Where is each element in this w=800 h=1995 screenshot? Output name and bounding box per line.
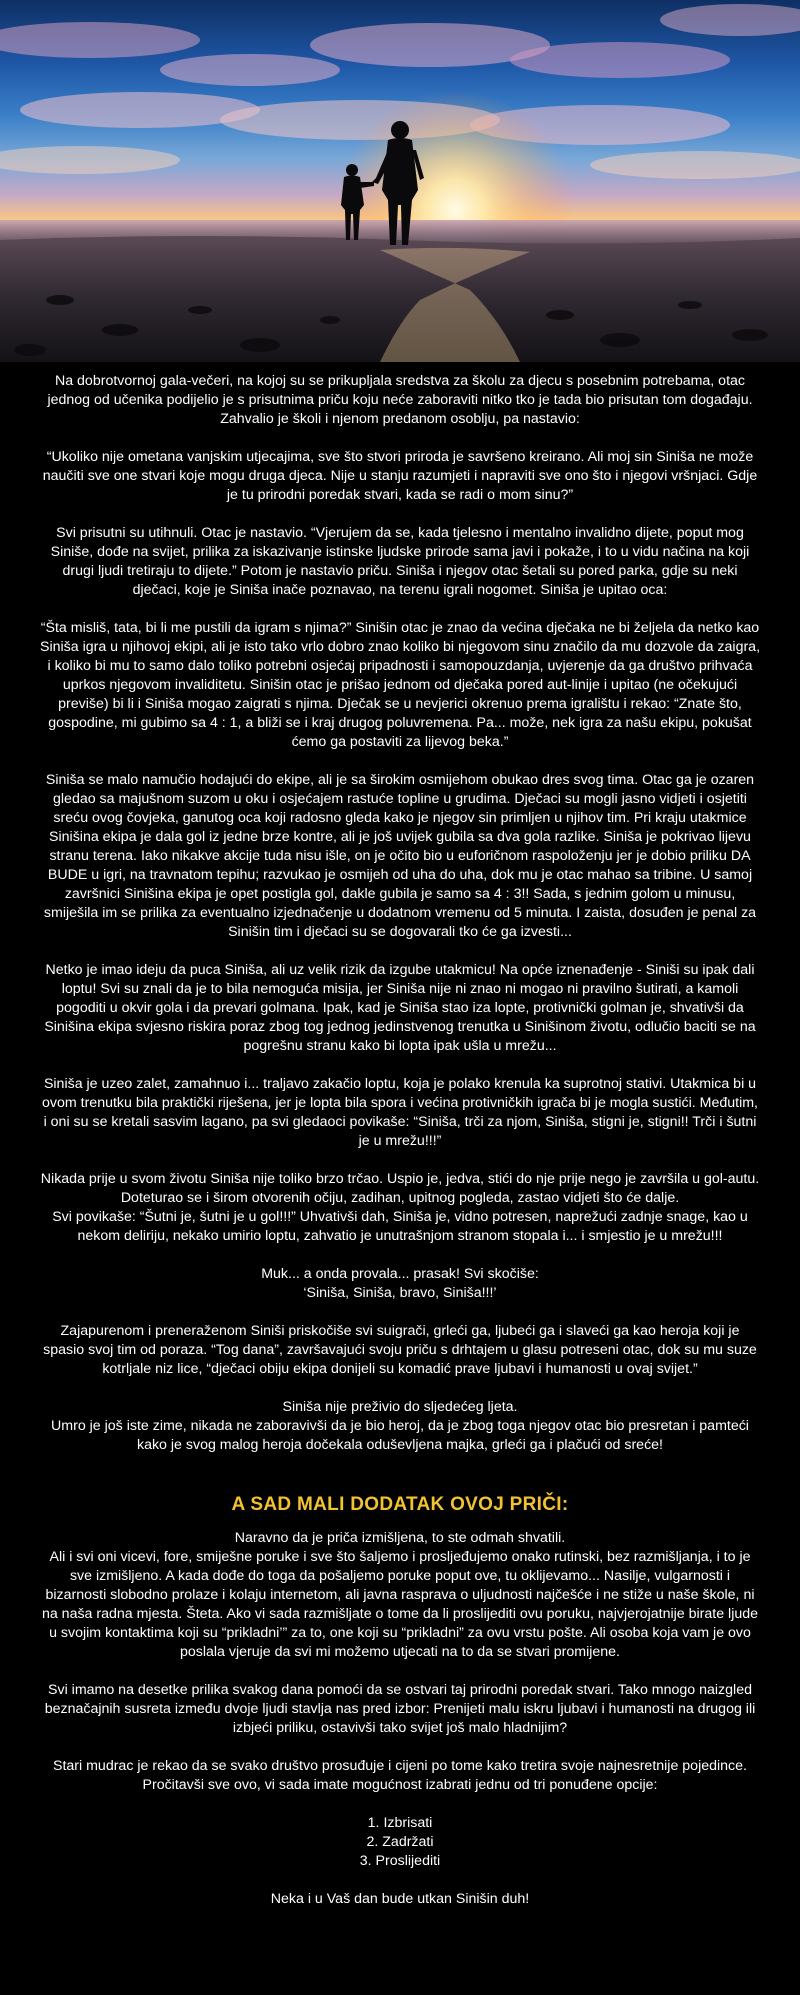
paragraph bbox=[40, 961, 760, 1056]
paragraph-line: Siniša nije preživio do sljedećeg ljeta. bbox=[282, 1399, 518, 1415]
option-keep: 2. Zadržati bbox=[366, 1834, 434, 1850]
closing-line: Neka i u Vaš dan bude utkan Sinišin duh! bbox=[270, 1891, 530, 1907]
paragraph bbox=[40, 619, 760, 752]
paragraph bbox=[40, 1529, 760, 1662]
paragraph bbox=[40, 524, 760, 600]
paragraph-line: Ali i svi oni vicevi, fore, smiješne poruke i sve što šaljemo i prosljeđujemo onako rutinski, bez razmišljanja, i to je sve izmišljeno. A kada dođe do toga da pošaljemo poruke poput ove, tu oklijevamo... Nasilje, vulgarnosti i bizarnosti slobodno prolaze i kolaju internetom, ali javna rasprava o uljudnosti najčešće i ne stiže u naše škole, ni na naša radna mjesta. Šteta. Ako vi sada razmišljate o tome da li proslijediti ovu poruku, najvjerojatnije birate ljude u svojim kontaktima koji su “prikladni’” za to, one koji su “prikladni” za ovu vrstu pošte. Ali osoba koja vam je ovo poslala vjeruje da svi mi možemo utjecati na to da se stvari promijene. bbox=[41, 1549, 759, 1660]
paragraph bbox=[40, 1075, 760, 1151]
paragraph-line: Svi imamo na desetke prilika svakog dana pomoći da se ostvari taj prirodni poredak stvari. Tako mnogo naizgled beznačajnih susreta između dvoje ljudi stavlja nas pred izbor: Prenijeti malu iskru ljubavi i humanosti na drugog ili izbjeći priliku, ostavivši tako svijet još malo hladnijim? bbox=[44, 1682, 756, 1736]
paragraph bbox=[40, 1398, 760, 1455]
paragraph-line: Zajapurenom i preneraženom Siniši priskočiše svi suigrači, grleći ga, ljubeći ga i slaveći ga kao heroja koji je spasio svoj tim od poraza. “Tog dana”, završavajući svoju priču s drhtajem u glasu potreseni otac, dok su mu suze kotrljale niz lice, “dječaci obiju ekipa donijeli su komadić prave ljubavi i humanosti u ovaj svijet.” bbox=[43, 1323, 757, 1377]
paragraph-line: Siniša je uzeo zalet, zamahnuo i... traljavo zakačio loptu, koja je polako krenula ka suprotnoj stativi. Utakmica bi u ovom trenutku bila praktički riješena, jer je lopta bila spora i većina protivničkih igrača bi je mogla sustići. Međutim, i oni su se kretali sasvim lagano, pa svi gledaoci povikaše: “Siniša, trči za njom, Siniša, stigni je, stigni!! Trči i šutni je u mrežu!!!” bbox=[42, 1076, 758, 1149]
paragraph-line: Muk... a onda provala... prasak! Svi skočiše: bbox=[261, 1266, 539, 1282]
addon-paragraphs bbox=[40, 1529, 760, 1795]
paragraph bbox=[40, 1322, 760, 1379]
paragraph-line: Nikada prije u svom životu Siniša nije toliko brzo trčao. Uspio je, jedva, stići do nje prije nego je završila u gol-autu. Doteturao se i širom otvorenih očiju, zadihan, upitnog pogleda, zastao vidjeti što će dalje. bbox=[40, 1171, 760, 1206]
sunset-beach-illustration bbox=[0, 0, 800, 362]
paragraph bbox=[40, 1757, 760, 1795]
paragraph bbox=[40, 372, 760, 429]
addon-title: A SAD MALI DODATAK OVOJ PRIČI: bbox=[231, 1494, 569, 1515]
paragraph bbox=[40, 1681, 760, 1738]
paragraph-line: Svi prisutni su utihnuli. Otac je nastavio. “Vjerujem da se, kada tjelesno i mentalno invalidno dijete, poput mog Siniše, dođe na svijet, prilika za iskazivanje istinske ljudske prirode sama javi i pokaže, i to u vidu načina na koji drugi ljudi tretiraju to dijete.” Potom je nastavio priču. Siniša i njegov otac šetali su pored parka, gdje su neki dječaci, koje je Siniša inače poznavao, na terenu igrali nogomet. Siniša je upitao oca: bbox=[50, 525, 750, 598]
paragraph-line: “Šta misliš, tata, bi li me pustili da igram s njima?” Sinišin otac je znao da većina dječaka ne bi željela da netko kao Siniša igra u njihovoj ekipi, ali je isto tako vrlo dobro znao koliko bi njegovom sinu značilo da mu dozvole da zaigra, i koliko bi mu to samo dalo toliko potrebni osjećaj pripadnosti i samopouzdanja, uvjerenje da ga društvo prihvaća uprkos njegovom invaliditetu. Sinišin otac je prišao jednom od dječaka pored aut-linije i upitao (ne očekujući previše) bi li i Siniša mogao zaigrati s njima. Dječak se u nevjerici okrenuo prema igralištu i rekao: “Znate što, gospodine, mi gubimo sa 4 : 1, a bliži se i kraj drugog poluvremena. Pa... može, nek igra za našu ekipu, pokušat ćemo ga postaviti za lijevog beka.” bbox=[40, 620, 761, 750]
option-forward: 3. Proslijediti bbox=[359, 1853, 441, 1869]
option-delete: 1. Izbrisati bbox=[367, 1815, 433, 1831]
paragraph-line: Netko je imao ideju da puca Siniša, ali uz velik rizik da izgube utakmicu! Na opće iznenađenje - Siniši su ipak dali loptu! Svi su znali da je to bila nemoguća misija, jer Siniša nije ni znao ni mogao ni pravilno šutirati, a kamoli pogoditi u okvir gola i da prevari golmana. Ipak, kad je Siniša stao iza lopte, protivnički golman je, shvativši da Sinišina ekipa svjesno riskira poraz zbog tog jednog jedinstvenog trenutka u Sinišinom životu, odlučio baciti se na pogrešnu stranu kako bi lopta ipak ušla u mrežu... bbox=[44, 962, 756, 1054]
paragraph-line: ‘Siniša, Siniša, bravo, Siniša!!!’ bbox=[303, 1285, 497, 1301]
paragraph-line: Stari mudrac je rekao da se svako društvo prosuđuje i cijeni po tome kako tretira svoje najnesretnije pojedince. Pročitavši sve ovo, vi sada imate mogućnost izabrati jednu od tri ponuđene opcije: bbox=[53, 1758, 747, 1793]
options-list bbox=[40, 1814, 760, 1871]
paragraph bbox=[40, 448, 760, 505]
paragraph bbox=[40, 1170, 760, 1246]
hero-image bbox=[0, 0, 800, 362]
paragraph-line: Naravno da je priča izmišljena, to ste odmah shvatili. bbox=[234, 1530, 566, 1546]
paragraph-line: Siniša se malo namučio hodajući do ekipe, ali je sa širokim osmijehom obukao dres svog tima. Otac ga je ozaren gledao sa majušnom suzom u oku i osjećajem rastuće topline u grudima. Dječaci su mogli jasno vidjeti i osjetiti sreću ovog čovjeka, ganutog oca koji radosno gleda kako je njegov sin primljen u njihov tim. Pri kraju utakmice Sinišina ekipa je dala gol iz jedne brze kontre, ali je još uvijek gubila sa dva gola razlike. Siniša je pokrivao lijevu stranu terena. Iako nikakve akcije tuda nisu išle, on je očito bio u euforičnom raspoloženju jer je dobio priliku DA BUDE u igri, na travnatom tepihu; razvukao je osmijeh od uha do uha, dok mu je otac mahao sa tribine. U samoj završnici Sinišina ekipa je opet postigla gol, dakle gubila je samo sa 4 : 3!! Sada, s jednim golom u minusu, smiješila im se prilika za eventualno izjednačenje u dodatnom vremenu od 5 minuta. I zaista, dosuđen je penal za Sinišin tim i dječaci su se dogovarali tko će ga izvesti... bbox=[43, 772, 757, 940]
paragraph-line: Svi povikaše: “Šutni je, šutni je u gol!!!” Uhvativši dah, Siniša je, vidno potresen, naprežući zadnje snage, kao u nekom deliriju, nekako umirio loptu, zahvatio je unutrašnjom stranom stopala i... i smjestio je u mrežu!!! bbox=[52, 1209, 748, 1244]
paragraph bbox=[40, 771, 760, 942]
story-content bbox=[40, 362, 760, 1909]
story-paragraphs bbox=[40, 372, 760, 1455]
paragraph bbox=[40, 1265, 760, 1303]
paragraph-line: Umro je još iste zime, nikada ne zaboravivši da je bio heroj, da je zbog toga njegov otac bio presretan i pamteći kako je svog malog heroja dočekala oduševljena majka, grleći ga i plačući od sreće! bbox=[51, 1418, 749, 1453]
paragraph-line: Na dobrotvornoj gala-večeri, na kojoj su se prikupljala sredstva za školu za djecu s posebnim potrebama, otac jednog od učenika podijelio je s prisutnima priču koju neće zaboraviti nitko tko je tada bio prisutan tom događaju. Zahvalio je školi i njenom predanom osoblju, pa nastavio: bbox=[47, 373, 753, 427]
paragraph-line: “Ukoliko nije ometana vanjskim utjecajima, sve što stvori priroda je savršeno kreirano. Ali moj sin Siniša ne može naučiti sve one stvari koje mogu druga djeca. Nije u stanju razumjeti i napraviti sve ono što i njegovi vršnjaci. Gdje je tu prirodni poredak stvari, kada se radi o mom sinu?” bbox=[42, 449, 758, 503]
